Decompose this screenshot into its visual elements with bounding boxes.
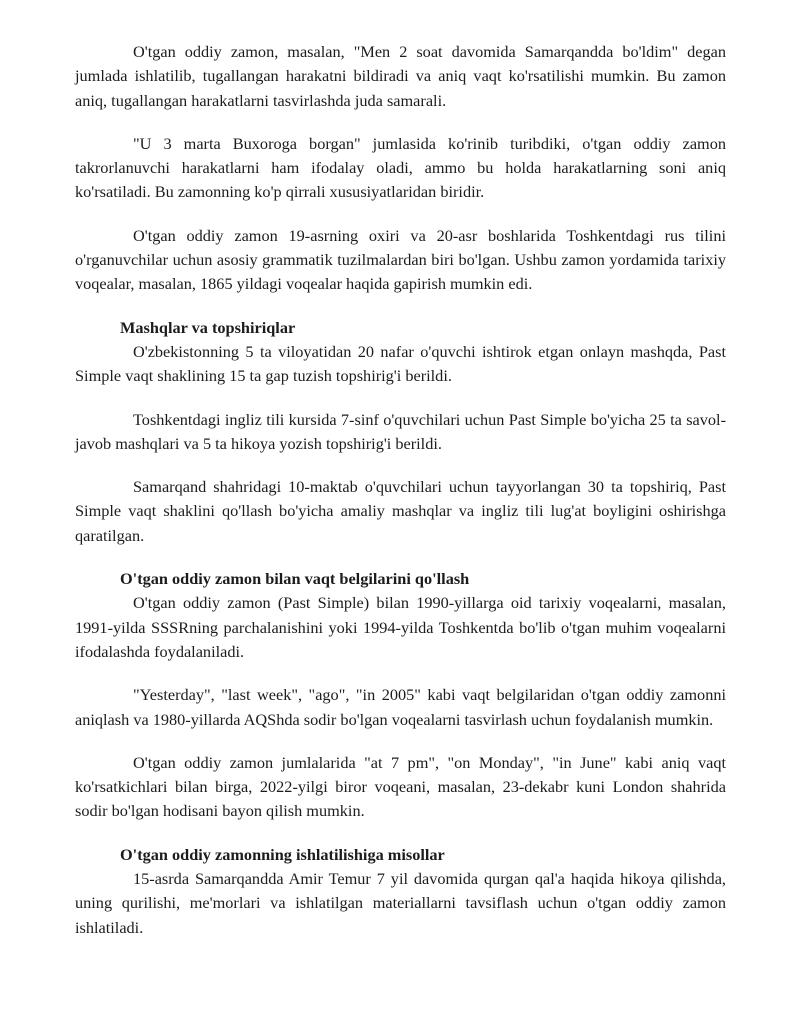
paragraph: O'tgan oddiy zamon, masalan, "Men 2 soat davomida Samarqandda bo'ldim" degan jumlada ishlatilib, tugallangan harakatni bildiradi va aniq vaqt ko'rsatilishi mumkin. Bu zamon aniq, tugallangan harakatlarni tasvirlashda juda samarali. [75, 42, 726, 110]
paragraph: O'zbekistonning 5 ta viloyatidan 20 nafar o'quvchi ishtirok etgan onlayn mashqda, Past Simple vaqt shaklining 15 ta gap tuzish topshirig'i berildi. [75, 341, 726, 386]
paragraph: Toshkentdagi ingliz tili kursida 7-sinf o'quvchilari uchun Past Simple bo'yicha 25 ta savol-javob mashqlari va 5 ta hikoya yozish topshirig'i berildi. [75, 409, 726, 453]
paragraph: "U 3 marta Buxoroga borgan" jumlasida ko'rinib turibdiki, o'tgan oddiy zamon takrorlanuvchi harakatlarni ham ifodalay oladi, ammo bu holda harakatlarning soni aniq ko'rsatiladi. Bu zamonning ko'p qirrali xususiyatlaridan biridir. [75, 133, 726, 202]
document-page [75, 40, 726, 940]
paragraph: 15-asrda Samarqandda Amir Temur 7 yil davomida qurgan qal'a haqida hikoya qilishda, uning qurilishi, me'morlari va ishlatilgan materiallarni tavsiflash uchun o'tgan oddiy zamon ishlatiladi. [75, 869, 726, 937]
paragraph: O'tgan oddiy zamon jumlalarida "at 7 pm", "on Monday", "in June" kabi aniq vaqt ko'rsatkichlari bilan birga, 2022-yilgi biror voqeani, masalan, 23-dekabr kuni London shahrida sodir bo'lgan hodisani bayon qilish mumkin. [75, 752, 726, 821]
section-heading: Mashqlar va topshiriqlar [120, 317, 296, 337]
time-markers-section [75, 567, 726, 824]
intro-section [75, 40, 726, 297]
section-heading: O'tgan oddiy zamon bilan vaqt belgilarini qo'llash [120, 569, 470, 589]
exercises-section [75, 316, 726, 548]
paragraph: O'tgan oddiy zamon (Past Simple) bilan 1990-yillarga oid tarixiy voqealarni, masalan, 1991-yilda SSSRning parchalanishini yoki 1994-yilda Toshkentda bo'lib o'tgan muhim voqealarni ifodalashda foydalaniladi. [75, 593, 726, 661]
examples-section [75, 843, 726, 940]
paragraph: O'tgan oddiy zamon 19-asrning oxiri va 20-asr boshlarida Toshkentdagi rus tilini o'rganuvchilar uchun asosiy grammatik tuzilmalardan biri bo'lgan. Ushbu zamon yordamida tarixiy voqealar, masalan, 1865 yildagi voqealar haqida gapirish mumkin edi. [75, 225, 726, 294]
paragraph: "Yesterday", "last week", "ago", "in 2005" kabi vaqt belgilaridan o'tgan oddiy zamonni aniqlash va 1980-yillarda AQShda sodir bo'lgan voqealarni tasvirlash uchun foydalanish mumkin. [75, 685, 726, 729]
section-heading: O'tgan oddiy zamonning ishlatilishiga misollar [120, 844, 445, 864]
paragraph: Samarqand shahridagi 10-maktab o'quvchilari uchun tayyorlangan 30 ta topshiriq, Past Simple vaqt shaklini qo'llash bo'yicha amaliy mashqlar va ingliz tili lug'at boyligini oshirishga qaratilgan. [75, 477, 726, 545]
